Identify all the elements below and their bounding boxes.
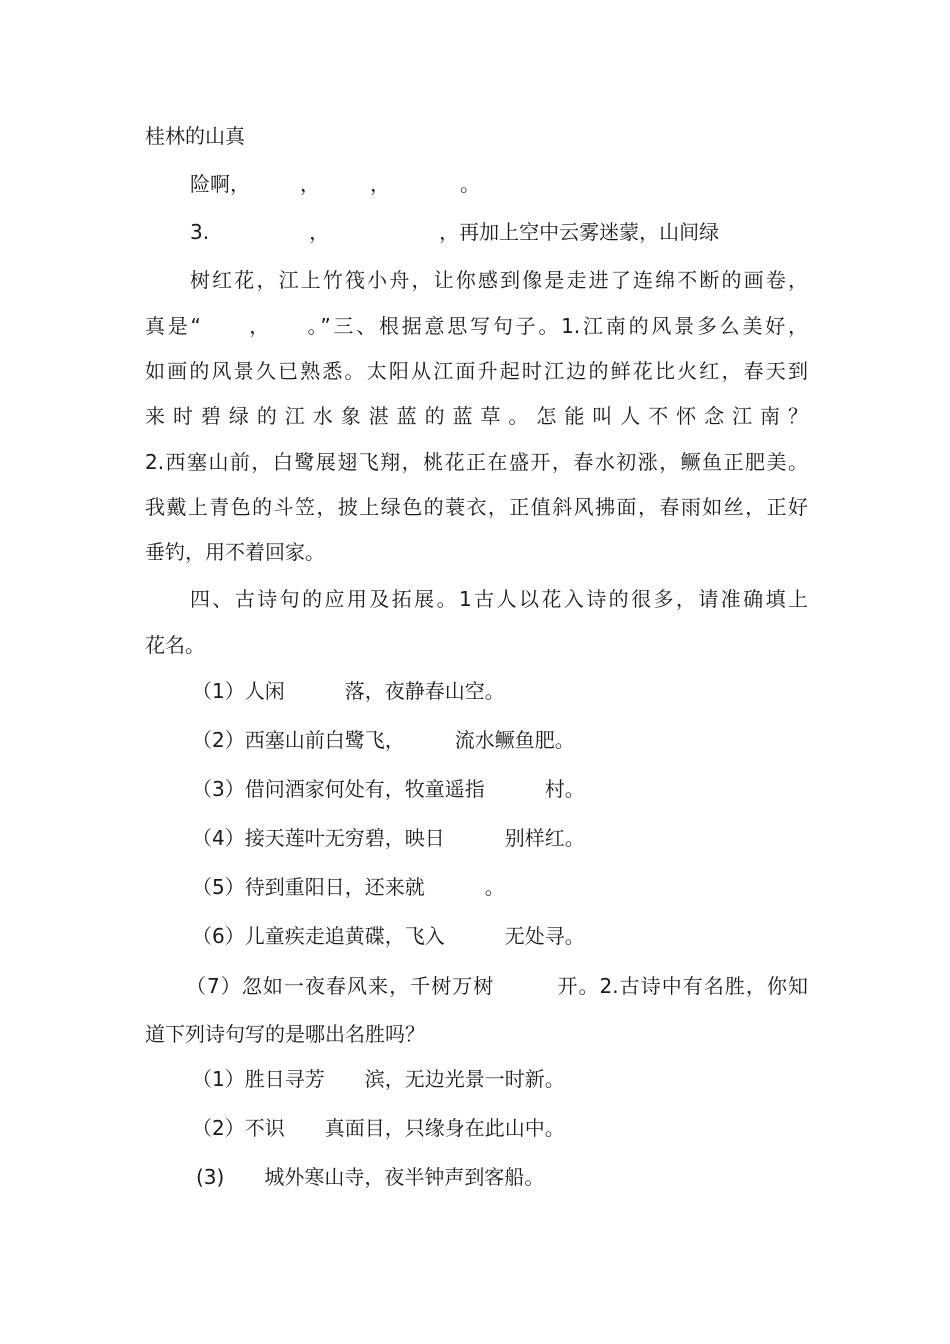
text-line-21: （1）胜日寻芳 滨，无边光景一时新。: [192, 1067, 565, 1091]
text-line-7: 来时碧绿的江水象湛蓝的蓝草。怎能叫人不怀念江南？: [145, 404, 808, 428]
text-line-10: 垂钓，用不着回家。: [145, 540, 325, 564]
text-line-16: （4）接天莲叶无穷碧，映日 别样红。: [192, 826, 585, 850]
text-line-2: 险啊， ， ， 。: [190, 172, 480, 196]
text-line-1: 桂林的山真: [145, 124, 245, 148]
text-line-13: （1）人闲 落，夜静春山空。: [192, 679, 505, 703]
text-line-11: 四、古诗句的应用及拓展。1古人以花入诗的很多，请准确填上: [190, 587, 808, 611]
text-line-3: 3. ， ，再加上空中云雾迷蒙，山间绿: [190, 220, 720, 244]
text-line-15: （3）借问酒家何处有，牧童遥指 村。: [192, 777, 585, 801]
text-line-19: （7）忽如一夜春风来，千树万树 开。2.古诗中有名胜，你知: [186, 974, 808, 998]
text-line-22: （2）不识 真面目，只缘身在此山中。: [192, 1116, 565, 1140]
text-line-17: （5）待到重阳日，还来就 。: [192, 875, 505, 899]
text-line-23: (3) 城外寒山寺，夜半钟声到客船。: [196, 1165, 545, 1189]
text-line-18: （6）儿童疾走追黄碟，飞入 无处寻。: [192, 924, 585, 948]
text-line-6: 如画的风景久已熟悉。太阳从江面升起时江边的鲜花比火红，春天到: [145, 359, 808, 383]
text-line-8: 2.西塞山前，白鹭展翅飞翔，桃花正在盛开，春水初涨，鳜鱼正肥美。: [145, 450, 808, 474]
text-line-20: 道下列诗句写的是哪出名胜吗？: [145, 1022, 425, 1046]
text-line-12: 花名。: [145, 633, 205, 657]
text-line-9: 我戴上青色的斗笠，披上绿色的蓑衣，正值斜风拂面，春雨如丝，正好: [145, 495, 808, 519]
text-line-4: 树红花，江上竹筏小舟，让你感到像是走进了连绵不断的画卷，: [190, 268, 808, 292]
text-line-5: 真是“ ， 。”三、根据意思写句子。1.江南的风景多么美好，: [145, 314, 808, 338]
text-line-14: （2）西塞山前白鹭飞， 流水鳜鱼肥。: [192, 728, 575, 752]
